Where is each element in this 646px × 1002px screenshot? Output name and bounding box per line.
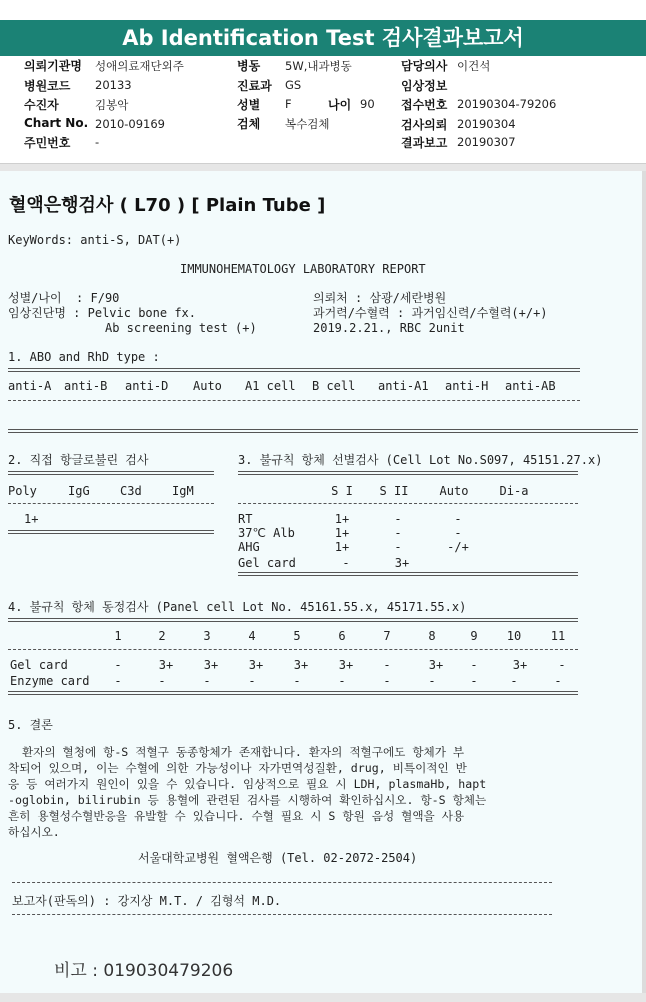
screen-value: - [394,540,402,554]
screen-col-s2: S II [379,484,409,498]
rule [8,649,578,650]
panel-value: 3+ [512,658,528,672]
rule [8,429,638,433]
panel-value: - [383,658,391,672]
rule [238,503,578,504]
section-divider [0,163,646,171]
report-header-title: Ab Identification Test 검사결과보고서 [0,20,646,56]
label-patient-name: 수진자 [24,98,59,112]
abo-col-b-cell: B cell [312,379,356,393]
screen-row-rt: RT [238,512,253,526]
patient-requester: 의뢰처 : 삼광/세란병원 [313,291,447,305]
title-bar [0,0,646,50]
value-accession-no: 20190304-79206 [457,97,557,111]
value-doctor: 이건석 [457,59,491,73]
section-2-title: 2. 직접 항글로불린 검사 [8,453,149,467]
panel-value: - [338,674,346,688]
conclusion-line: 환자의 혈청에 항-S 적혈구 동종항체가 존재합니다. 환자의 적혈구에도 항체가 부 [8,745,465,759]
panel-value: - [293,674,301,688]
section-1-title: 1. ABO and RhD type : [8,350,160,364]
panel-col: 11 [550,629,566,643]
abo-col-auto: Auto [193,379,222,393]
panel-value: - [248,674,256,688]
dat-col-poly: Poly [8,484,37,498]
screen-value: - [454,526,462,540]
patient-diagnosis-2: Ab screening test (+) [105,321,257,335]
screen-value: -/+ [447,540,469,554]
panel-value: 3+ [158,658,174,672]
panel-value: - [470,658,478,672]
screen-value: 1+ [334,540,350,554]
rule [8,691,578,695]
panel-col: 7 [383,629,391,643]
section-4-title: 4. 불규칙 항체 동정검사 (Panel cell Lot No. 45161.55.x, 45171.55.x) [8,600,467,614]
conclusion-line: 흔히 용혈성수혈반응을 유발할 수 있습니다. 수혈 필요 시 S 항원 음성 혈액을 사용 [8,809,465,823]
keywords: KeyWords: anti-S, DAT(+) [8,233,182,247]
screen-value: 3+ [394,556,410,570]
panel-value: 3+ [428,658,444,672]
panel-col: 6 [338,629,346,643]
label-doctor: 담당의사 [401,59,448,73]
label-hospital-code: 병원코드 [24,79,71,93]
abo-col-anti-ab: anti-AB [505,379,556,393]
patient-diagnosis: 임상진단명 : Pelvic bone fx. [8,306,197,320]
lab-report-body [0,171,642,993]
screen-value: - [342,556,350,570]
patient-history: 과거력/수혈력 : 과거임신력/수혈력(+/+) [313,306,548,320]
panel-value: - [203,674,211,688]
section-3-title: 3. 불규칙 항체 선별검사 (Cell Lot No.S097, 45151.27.x) [238,453,603,467]
panel-value: 3+ [203,658,219,672]
screen-value: 1+ [334,526,350,540]
panel-value: - [114,658,122,672]
screen-value: 1+ [334,512,350,526]
screen-col-di-a: Di-a [499,484,529,498]
reporter: 보고자(판독의) : 강지상 M.T. / 김형석 M.D. [12,894,282,908]
value-hospital-code: 20133 [95,78,132,92]
panel-col: 4 [248,629,256,643]
value-ward: 5W,내과병동 [285,59,352,73]
label-clinical-info: 임상정보 [401,79,448,93]
screen-value: - [394,526,402,540]
panel-value: - [383,674,391,688]
panel-value: - [114,674,122,688]
panel-col: 5 [293,629,301,643]
dat-col-igm: IgM [172,484,194,498]
screen-col-s1: S I [331,484,353,498]
patient-sex-age: 성별/나이 : F/90 [8,291,120,305]
label-report-date: 결과보고 [401,136,448,150]
value-department: GS [285,78,302,92]
value-report-date: 20190307 [457,135,516,149]
label-requesting-institution: 의뢰기관명 [24,59,82,73]
screen-row-ahg: AHG [238,540,260,554]
label-age: 나이 [328,98,352,112]
dat-col-igg: IgG [68,484,90,498]
conclusion-line: 응 등 여러가지 원인이 있을 수 있습니다. 임상적으로 필요 시 LDH, plasmaHb, hapt [8,777,487,791]
patient-info-header [0,50,646,162]
panel-value: - [510,674,518,688]
conclusion-line: -oglobin, bilirubin 등 용혈에 관련된 검사를 시행하여 확인하십시오. 항-S 항체는 [8,793,487,807]
label-resident-no: 주민번호 [24,136,71,150]
panel-value: - [470,674,478,688]
dat-col-c3d: C3d [120,484,142,498]
value-sex: F [285,97,292,111]
panel-value: 3+ [248,658,264,672]
abo-col-anti-a1: anti-A1 [378,379,429,393]
panel-col: 10 [506,629,522,643]
label-chart-no: Chart No. [24,116,89,130]
label-department: 진료과 [237,79,272,93]
abo-col-a1-cell: A1 cell [245,379,296,393]
rule [8,530,214,534]
rule [12,914,552,915]
panel-row-gel-card: Gel card [10,658,68,672]
rule [8,400,580,401]
section-5-title: 5. 결론 [8,718,53,732]
label-ward: 병동 [237,59,261,73]
abo-col-anti-h: anti-H [445,379,489,393]
value-request-date: 20190304 [457,117,516,131]
abo-col-anti-b: anti-B [64,379,108,393]
rule [8,368,580,372]
dat-value-poly: 1+ [24,512,39,526]
panel-col: 3 [203,629,211,643]
report-title: 혈액은행검사 ( L70 ) [ Plain Tube ] [9,195,326,216]
panel-col: 8 [428,629,436,643]
panel-value: - [554,674,562,688]
panel-col: 9 [470,629,478,643]
value-age: 90 [360,97,375,111]
panel-value: - [158,674,166,688]
value-resident-no: - [95,135,100,149]
rule [238,471,578,475]
panel-row-enzyme-card: Enzyme card [10,674,90,688]
panel-value: 3+ [293,658,309,672]
screen-value: - [394,512,402,526]
conclusion-line: 하십시오. [8,825,60,839]
screen-row-gel-card: Gel card [238,556,296,570]
value-patient-name: 김봉악 [95,98,129,112]
lab-report-title: IMMUNOHEMATOLOGY LABORATORY REPORT [180,262,426,276]
panel-value: 3+ [338,658,354,672]
label-accession-no: 접수번호 [401,98,448,112]
rule [8,503,214,504]
value-specimen: 복수검체 [285,117,330,131]
label-sex: 성별 [237,98,261,112]
hospital-contact: 서울대학교병원 혈액은행 (Tel. 02-2072-2504) [138,851,418,865]
rule [12,882,552,883]
panel-col: 1 [114,629,122,643]
label-request-date: 검사의뢰 [401,118,448,132]
label-specimen: 검체 [237,117,261,131]
abo-col-anti-d: anti-D [125,379,169,393]
page-edge [642,171,646,993]
screen-row-37c-alb: 37℃ Alb [238,526,295,540]
rule [8,618,578,622]
conclusion-line: 착되어 있으며, 이는 수혈에 의한 가능성이나 자가면역성질환, drug, 비특이적인 반 [8,761,467,775]
screen-col-auto: Auto [439,484,469,498]
screen-value: - [454,512,462,526]
remark: 비고 : 019030479206 [54,961,234,981]
page-bottom-edge [0,993,646,1002]
value-chart-no: 2010-09169 [95,117,165,131]
panel-col: 2 [158,629,166,643]
abo-col-anti-a: anti-A [8,379,52,393]
patient-history-2: 2019.2.21., RBC 2unit [313,321,465,335]
value-requesting-institution: 성애의료재단외주 [95,59,184,73]
panel-value: - [558,658,566,672]
panel-value: - [428,674,436,688]
rule [238,572,578,576]
rule [8,471,214,475]
